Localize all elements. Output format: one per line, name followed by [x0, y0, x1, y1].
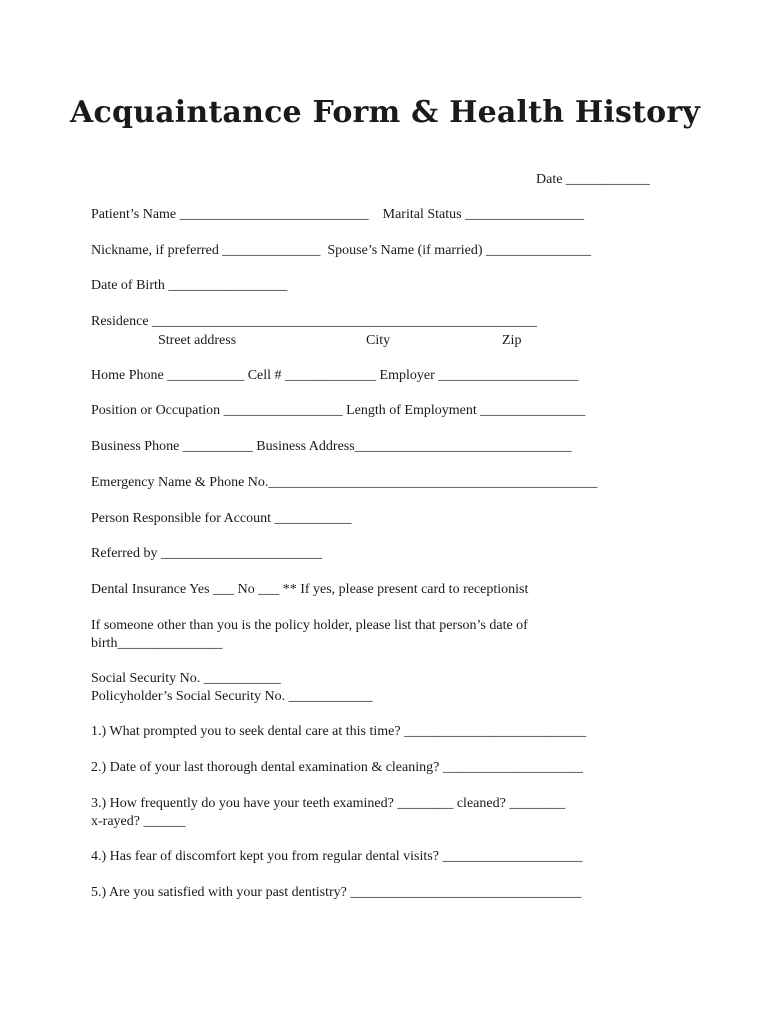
position-field[interactable]: Position or Occupation _________________ Length of Employment _______________ [91, 403, 586, 418]
date-of-birth-field[interactable]: Date of Birth _________________ [91, 278, 288, 293]
dental-insurance-field[interactable]: Dental Insurance Yes ___ No ___ ** If yes, please present card to receptionist [91, 582, 529, 597]
policy-holder-birth-field[interactable]: birth_______________ [91, 636, 223, 651]
form-title: Acquaintance Form & Health History [70, 95, 700, 130]
emergency-contact-field[interactable]: Emergency Name & Phone No._______________________________________________ [91, 475, 598, 490]
question-2[interactable]: 2.) Date of your last thorough dental examination & cleaning? ____________________ [91, 760, 583, 775]
responsible-person-field[interactable]: Person Responsible for Account ___________ [91, 511, 352, 526]
nickname-field[interactable]: Nickname, if preferred ______________ Spouse’s Name (if married) _______________ [91, 243, 591, 258]
home-phone-field[interactable]: Home Phone ___________ Cell # _____________ Employer ____________________ [91, 368, 579, 383]
question-5[interactable]: 5.) Are you satisfied with your past dentistry? _________________________________ [91, 885, 582, 900]
date-field[interactable]: Date ____________ [536, 172, 650, 187]
patient-name-field[interactable]: Patient’s Name ___________________________ Marital Status _________________ [91, 207, 585, 222]
zip-label: Zip [502, 333, 522, 348]
question-3[interactable]: 3.) How frequently do you have your teeth examined? ________ cleaned? ________ [91, 796, 566, 811]
question-4[interactable]: 4.) Has fear of discomfort kept you from regular dental visits? ____________________ [91, 849, 583, 864]
city-label: City [366, 333, 391, 348]
residence-field[interactable]: Residence _______________________________________________________ [91, 314, 538, 329]
policy-holder-text: If someone other than you is the policy holder, please list that person’s date of [91, 618, 528, 633]
street-address-label: Street address [158, 333, 237, 348]
policyholder-ssn-field[interactable]: Policyholder’s Social Security No. ____________ [91, 689, 373, 704]
question-1[interactable]: 1.) What prompted you to seek dental care at this time? __________________________ [91, 724, 587, 739]
social-security-field[interactable]: Social Security No. ___________ [91, 671, 281, 686]
question-3-xray[interactable]: x-rayed? ______ [91, 814, 186, 829]
referred-by-field[interactable]: Referred by _______________________ [91, 546, 322, 561]
business-phone-field[interactable]: Business Phone __________ Business Address_______________________________ [91, 439, 572, 454]
